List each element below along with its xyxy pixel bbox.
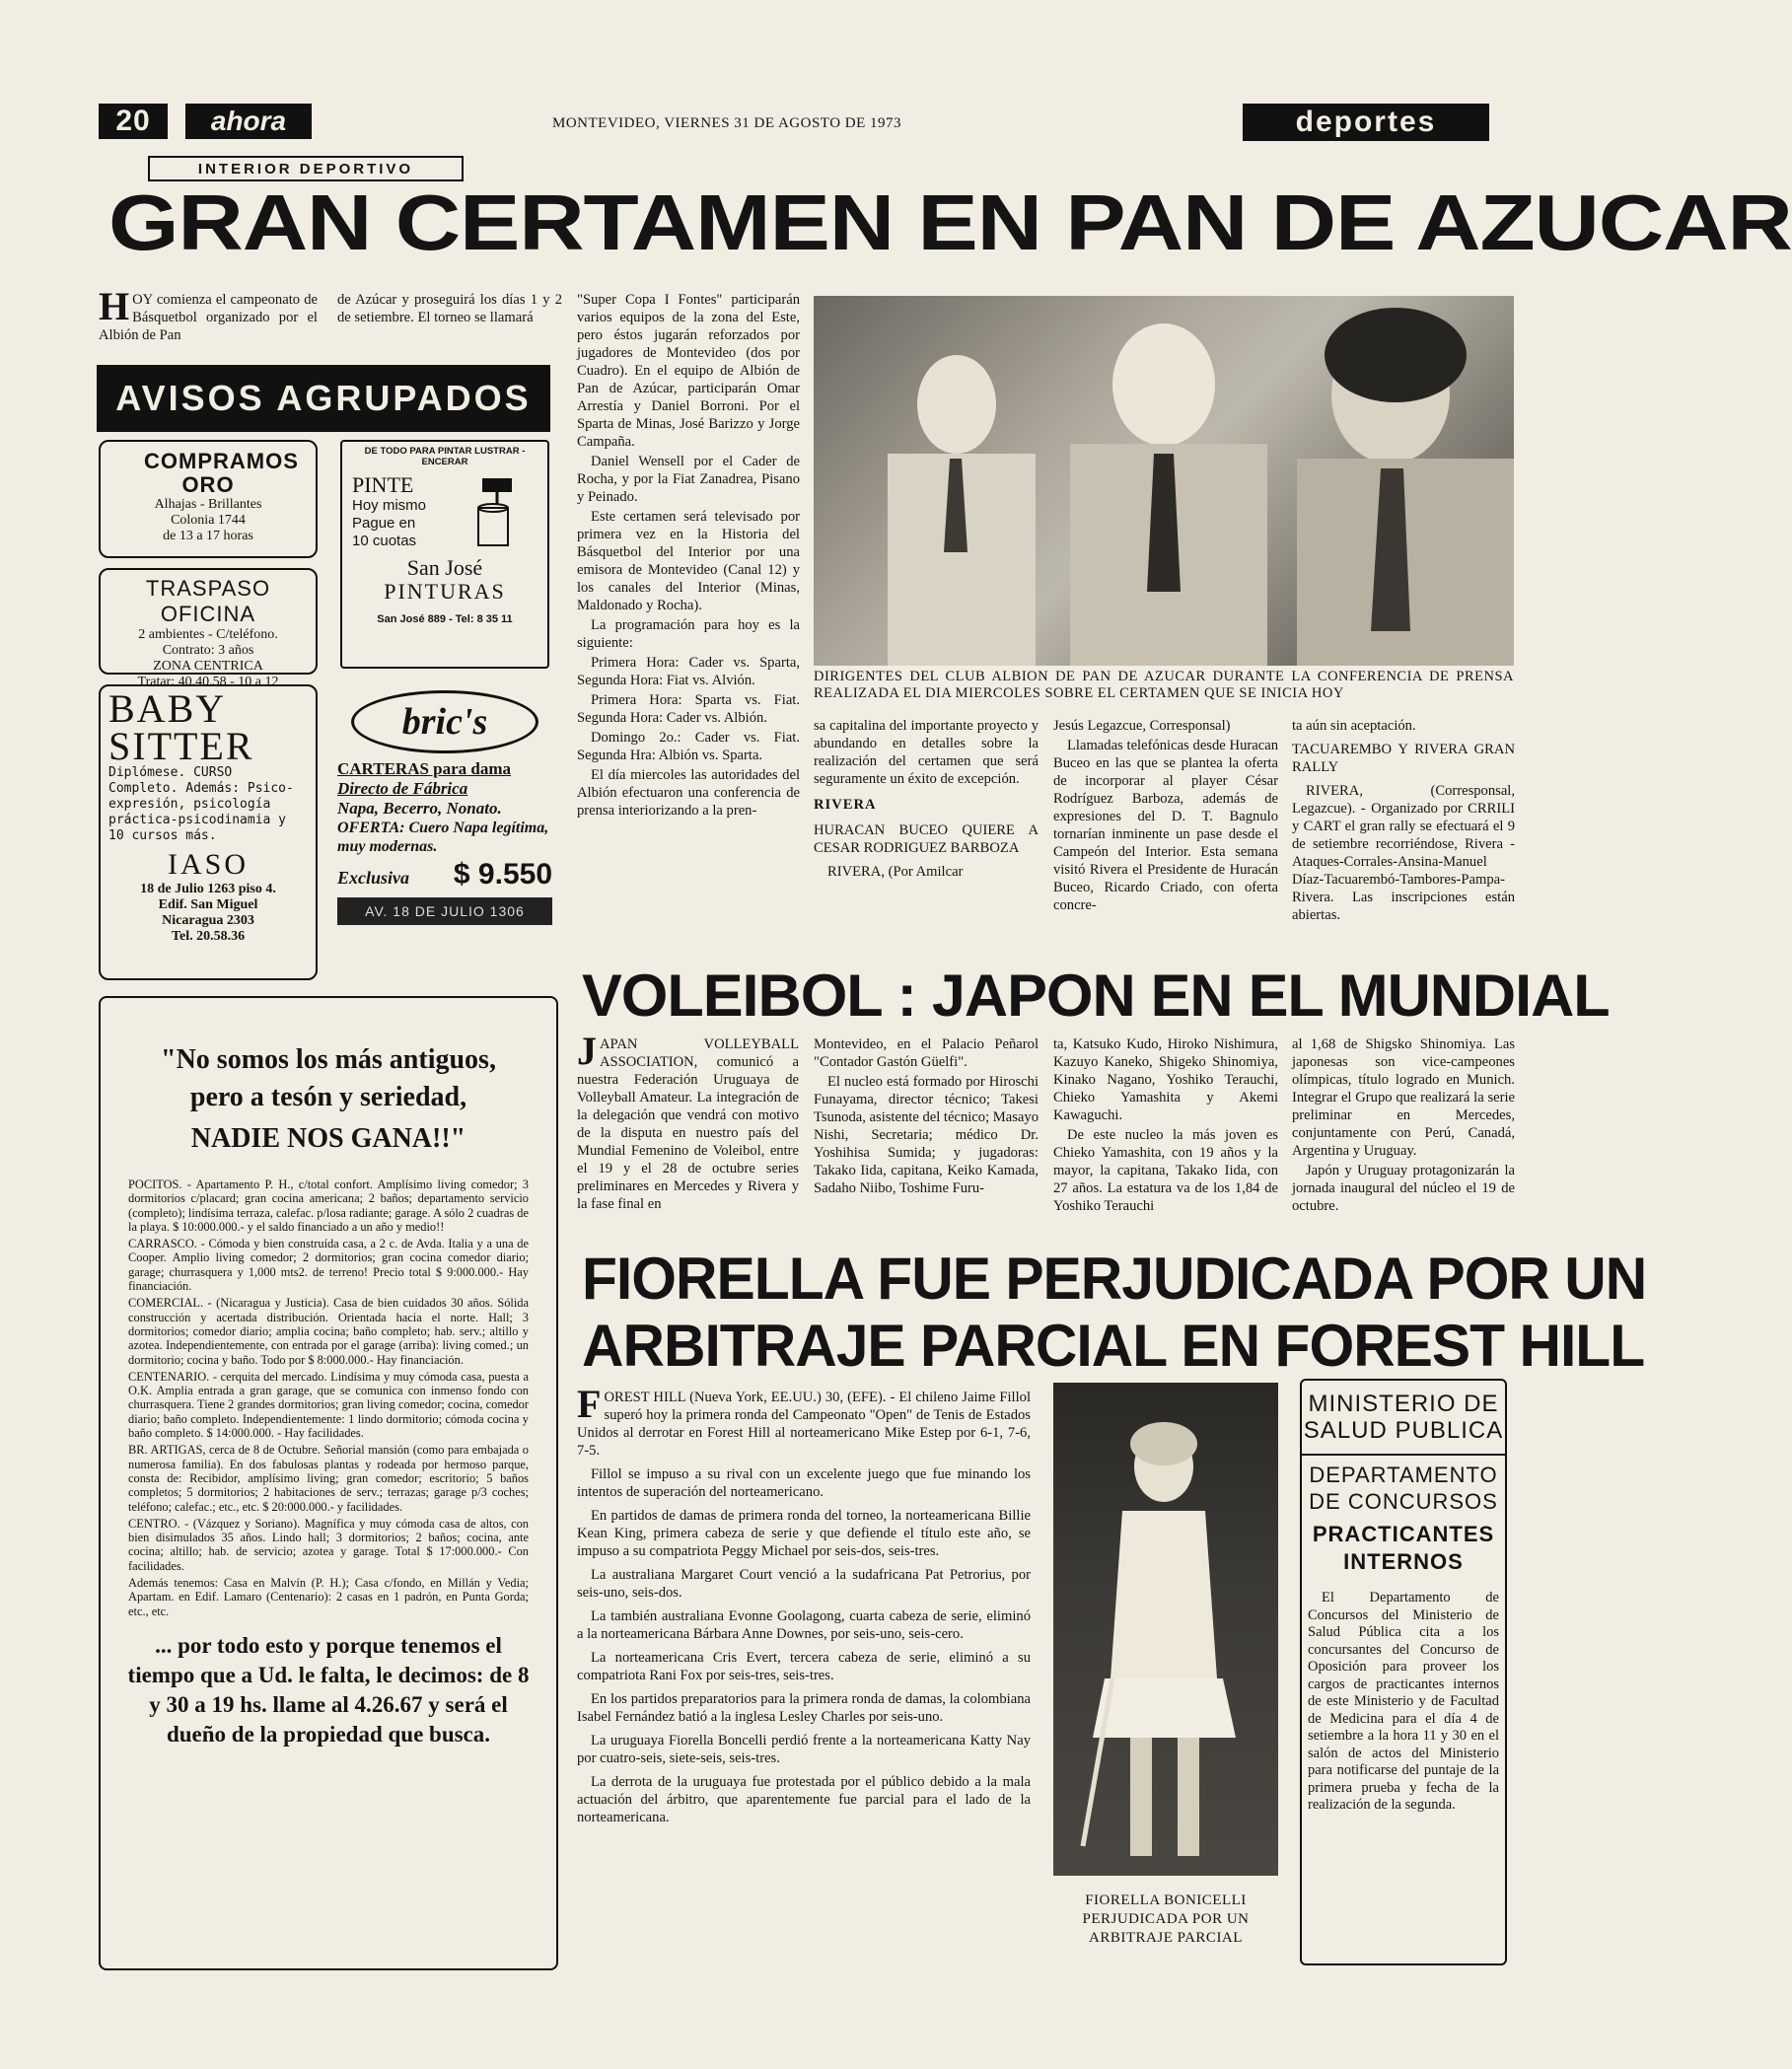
ministry-heading: PRACTICANTES	[1312, 1522, 1495, 1546]
rubric: INTERIOR DEPORTIVO	[148, 156, 464, 181]
ad-line: ZONA CENTRICA	[153, 659, 263, 674]
ad-pinturas-brand: San José	[406, 555, 483, 580]
ad-iaso: IASO	[167, 848, 249, 881]
story1-para: Domingo 2o.: Cader vs. Fiat. Segunda Hra: Albión vs. Sparta.	[577, 730, 800, 763]
drop-cap: H	[99, 284, 130, 328]
brics-logo: bric's	[351, 690, 538, 753]
listing: BR. ARTIGAS, cerca de 8 de Octubre. Señorial mansión (como para embajada o numerosa familia). En dos fabulosas plantas y rodeada por hermoso parque, consta de: Recibidor, amplísimo living; gran comedor; escritorio; 5 baños completos; 5 dormitorios; 2 habitaciones de serv.; terrazas; garage p/3 coches; teléfono; calefac.; etc., etc. $ 20:000.000.- y facilidades.	[128, 1443, 529, 1514]
avisos-title: AVISOS AGRUPADOS	[97, 365, 550, 432]
story1-para: La programación para hoy es la siguiente:	[577, 617, 800, 651]
rivera-subhead: HURACAN BUCEO QUIERE A CESAR RODRIGUEZ BARBOZA	[814, 822, 1039, 856]
listing: COMERCIAL. - (Nicaragua y Justicia). Casa de bien cuidados 30 años. Sólida construcción y acertada distribución. Orientada hacia el norte. Hall; 3 dormitorios; comedor diario; amplia cocina; baño completo; hab. serv.; altillo y azotea. Independientemente, con entrada por el garage (arriba): living comed.; un dormitorio; cocina y baño. Todo por $ 8:000.000.- Hay financiación.	[128, 1296, 529, 1367]
drop-cap: F	[577, 1382, 602, 1426]
photo-fiorella-figure	[1053, 1383, 1278, 1876]
story3-para: La norteamericana Cris Evert, tercera cabeza de serie, eliminó a su compatriota Rani Fox por seis-tres, seis-tres.	[577, 1650, 1031, 1683]
story1-para: El día miercoles las autoridades del Albión efectuaron una conferencia de prensa interiorizando a la pren-	[577, 767, 800, 819]
story2-col3	[1053, 1035, 1278, 1217]
story1-para: Primera Hora: Sparta vs. Fiat. Segunda Hora: Cader vs. Albión.	[577, 692, 800, 726]
ad-traspaso-oficina	[99, 568, 318, 689]
ad-compramos-title: COMPRAMOS ORO	[144, 449, 299, 497]
ad-line: Nicaragua 2303	[162, 913, 254, 928]
story3-para: La australiana Margaret Court venció a la sudafricana Pat Petrorius, por seis-uno, seis-dos.	[577, 1567, 1031, 1601]
real-estate-ad	[99, 996, 558, 1970]
listing: CENTRO. - (Vázquez y Soriano). Magnífica y muy cómoda casa de altos, con bien disimulados 35 años. Lindo hall; 3 dormitorios; 2 baños; cocina, ante cocina; altillo; hab. de servicio; azotea y garage. Total $ 17:000.000.- Con facilidades.	[128, 1516, 529, 1573]
ad-line: Colonia 1744	[171, 513, 246, 528]
story3-para: En los partidos preparatorios para la primera ronda de damas, la colombiana Isabel Fernández batió a la inglesa Lesley Charles por seis-uno.	[577, 1691, 1031, 1725]
headline-fiorella-line1: FIORELLA FUE PERJUDICADA POR UN	[582, 1246, 1647, 1312]
ad-line: Contrato: 3 años	[162, 643, 254, 658]
rivera-para: Llamadas telefónicas desde Huracan Buceo en las que se plantea la oferta de incorporar al player César Rodríguez Barboza, además de expresiones del D. T. Bagnulo tornarían inminente un pase desde el Campeón del Interior. Esta semana visitó Rivera el Presidente de Huracán Buceo, Ricardo Criado, con oferta concre-	[1053, 738, 1278, 913]
ad-pinturas-footer: San José 889 - Tel: 8 35 11	[377, 613, 513, 625]
ad-line: CARTERAS para dama	[337, 759, 512, 778]
story1-lead	[99, 284, 318, 344]
ad-traspaso-title: TRASPASO OFICINA	[145, 576, 271, 626]
headline-voleibol: VOLEIBOL : JAPON EN EL MUNDIAL	[582, 963, 1610, 1029]
ad-pinte: PINTE	[352, 472, 414, 497]
rally-para: ta aún sin aceptación.	[1292, 718, 1416, 734]
ad-brics-carteras	[337, 690, 552, 981]
ministry-heading: INTERNOS	[1343, 1549, 1464, 1574]
listing: CENTENARIO. - cerquita del mercado. Lindísima y muy cómoda casa, puesta a O.K. Amplia entrada a gran garage, que se comunica con inmenso fondo con churrasquera. Tiene 2 grandes dormitorios; gran living comedor; cocina, comedor diario; baño completo. Independientemente: 1 lindo dormitorio; cómoda cocina y baño completo. $ 14:000.000. - Hay facilidades.	[128, 1369, 529, 1441]
story3-para: La también australiana Evonne Goolagong, cuarta cabeza de serie, eliminó a la norteamericana Bárbara Anne Downes, por seis-uno, seis-cero.	[577, 1608, 1031, 1642]
listing: POCITOS. - Apartamento P. H., c/total confort. Amplísimo living comedor; 3 dormitorios c/placard; gran cocina americana; 2 baños; departamento servicio (completo); lindísima terraza, calefac. p/losa radiante; garage. A sólo 2 cuadras de la playa. $ 10:000.000.- y el saldo financiado a un año y medio!!	[128, 1177, 529, 1234]
section-tag: deportes	[1243, 104, 1489, 141]
ad-line: OFERTA: Cuero Napa legítima, muy modernas.	[337, 820, 549, 855]
story1-para: Este certamen será televisado por primera vez en la Historia del Básquetbol del Interior por una emisora de Montevideo (Canal 12) y los canales del Interior (Minas, Maldonado y Rocha).	[577, 509, 800, 613]
story2-para: Japón y Uruguay protagonizarán la jornada inaugural del núcleo el 19 de octubre.	[1292, 1163, 1515, 1214]
headline-fiorella-line2: ARBITRAJE PARCIAL EN FOREST HILL	[582, 1313, 1645, 1379]
ad-price: $ 9.550	[453, 858, 552, 891]
ad-line: Tratar: 40.40.58 - 10 a 12	[137, 675, 279, 689]
ad-line: Tel. 20.58.36	[171, 929, 246, 944]
page-number: 20	[99, 104, 168, 139]
photo-fiorella	[1053, 1383, 1278, 1876]
story1-col3	[577, 291, 800, 821]
story3-para: Fillol se impuso a su rival con un excelente juego que fue minando los intentos de superación del norteamericano.	[577, 1466, 1031, 1500]
story2-col1	[577, 1029, 799, 1213]
ad-exclusiva: Exclusiva	[337, 868, 410, 888]
ministry-title: SALUD PUBLICA	[1303, 1417, 1504, 1444]
ad-line: Pague en	[352, 515, 416, 532]
story1-col2-text: de Azúcar y proseguirá los días 1 y 2 de setiembre. El torneo se llamará	[337, 292, 562, 325]
story1-para: Primera Hora: Cader vs. Sparta, Segunda Hora: Fiat vs. Alvión.	[577, 655, 800, 688]
story1-col2	[337, 291, 562, 326]
listing: CARRASCO. - Cómoda y bien construída casa, a 2 c. de Avda. Italia y a una de Cooper. Amplio living comedor; 2 dormitorios; gran cocina comedor diario; garage; churrasquera y 1,000 mts2. de terreno! Precio total $ 9:000.000.- Hay financiación.	[128, 1237, 529, 1294]
story1-para: "Super Copa I Fontes" participarán varios equipos de la zona del Este, pero éstos jugarán reforzados por jugadores de Montevideo (dos por Cuadro). En el equipo de Albión de Pan de Azúcar, participarán Omar Arrestía y Daniel Borroni. Por el Sparta de Minas, José Barizzo y Jorge Campaña.	[577, 292, 800, 450]
photo-dirigentes-figures	[814, 296, 1514, 666]
continuation-text: sa capitalina del importante proyecto y abundando en detalles sobre la realización del certamen que será seguramente un éxito de excepción.	[814, 718, 1039, 787]
story3-para: OREST HILL (Nueva York, EE.UU.) 30, (EFE). - El chileno Jaime Fillol superó hoy la primera ronda del Campeonato "Open" de Tenis de Estados Unidos al derrotar en Forest Hill al norteamericano Mike Estep por 6-1, 7-6, 7-5.	[577, 1390, 1031, 1459]
ministry-body: El Departamento de Concursos del Ministerio de Salud Pública cita a los concursantes del Concurso de Oposición para proveer los cargos de practicantes internos de este Ministerio y de Facultad de Medicina para el día 4 de setiembre a la hora 11 y 30 en el salón de actos del Ministerio para notificarse del puntaje de la primera prueba y fecha de la realización de la segunda.	[1308, 1590, 1499, 1813]
ministry-department: DEPARTAMENTO	[1309, 1463, 1498, 1487]
ad-line: Edif. San Miguel	[158, 897, 258, 912]
ad-baby-title: SITTER	[108, 724, 254, 768]
ministry-title: MINISTERIO DE	[1308, 1391, 1499, 1417]
ad-pinturas-brand: PINTURAS	[384, 579, 506, 604]
ad-san-jose-pinturas	[340, 440, 549, 669]
dateline: MONTEVIDEO, VIERNES 31 DE AGOSTO DE 1973	[552, 115, 902, 131]
rivera-label: RIVERA	[814, 797, 877, 813]
story2-col2	[814, 1035, 1039, 1199]
story1-rivera-col	[1053, 717, 1278, 916]
story3-body	[577, 1382, 1031, 1828]
ad-compramos-oro	[99, 440, 318, 558]
ad-baby-sitter	[99, 684, 318, 980]
paint-can-icon	[461, 473, 530, 552]
ad-line: Alhajas - Brillantes	[154, 497, 262, 512]
ad-brics-address: AV. 18 DE JULIO 1306	[337, 897, 552, 925]
ad-quote: pero a tesón y seriedad,	[189, 1082, 467, 1112]
ad-line: de 13 a 17 horas	[163, 529, 253, 543]
story3-para: En partidos de damas de primera ronda del torneo, la norteamericana Billie Kean King, primera cabeza de serie y que defiende el título este año, se impuso a su compatriota Peggy Michael por seis-dos, seis-tres.	[577, 1508, 1031, 1559]
masthead	[99, 104, 1491, 143]
ad-line: Napa, Becerro, Nonato.	[337, 799, 502, 818]
ad-quote: NADIE NOS GANA!!"	[190, 1123, 466, 1154]
ad-line: Directo de Fábrica	[337, 779, 468, 798]
story1-continuation	[814, 717, 1039, 883]
ministry-department: DE CONCURSOS	[1309, 1489, 1498, 1514]
headline-pan-de-azucar: GRAN CERTAMEN EN PAN DE AZUCAR	[108, 178, 1792, 266]
story2-para: De este nucleo la más joven es Chieko Yamashita, con 19 años y la mayor, la capitana, Takako Iida, con 27 años. La estatura va de los 1,84 de Yoshiko Terauchi	[1053, 1127, 1278, 1214]
rally-subhead: TACUAREMBO Y RIVERA GRAN RALLY	[1292, 742, 1515, 775]
ad-line: 10 cuotas	[352, 533, 417, 549]
story2-col4	[1292, 1035, 1515, 1217]
rally-para: RIVERA, (Corresponsal, Legazcue). - Organizado por CRRILI y CART el gran rally se efectuará el 9 de setiembre recorriéndose, Rivera - Ataques-Corrales-Ansina-Manuel Díaz-Tacuarembó-Tambores-Pampa- Rivera. Las inscripciones están abiertas.	[1292, 783, 1515, 923]
story2-para: Montevideo, en el Palacio Peñarol "Contador Gastón Güelfi".	[814, 1036, 1039, 1070]
photo-fiorella-caption: FIORELLA BONICELLI PERJUDICADA POR UN ARBITRAJE PARCIAL	[1082, 1892, 1250, 1946]
listing: Además tenemos: Casa en Malvín (P. H.); Casa c/fondo, en Millán y Vedia; Apartam. en Edif. Lamaro (Centenario): 2 casas en 1 padrón, en Punta Gorda; etc., etc.	[128, 1576, 529, 1618]
ad-line: Hoy mismo	[352, 497, 427, 514]
photo-dirigentes-caption: DIRIGENTES DEL CLUB ALBION DE PAN DE AZUCAR DURANTE LA CONFERENCIA DE PRENSA REALIZADA EL DIA MIERCOLES SOBRE EL CERTAMEN QUE SE INICIA HOY	[814, 669, 1514, 701]
ad-line: 2 ambientes - C/teléfono.	[138, 627, 278, 642]
story2-para: El nucleo está formado por Hiroschi Funayama, director técnico; Takesi Tsunoda, asistente del técnico; Masayo Nishi, Secretaria; médico Dr. Yoshihisa Sumida; y jugadoras: Takako Iida, capitana, Keiko Kamada, Sadaho Niibo, Toshime Furu-	[814, 1074, 1039, 1196]
ad-closing: ... por todo esto y porque tenemos el tiempo que a Ud. le falta, le decimos: de 8 y 30 a 19 hs. llame al 4.26.67 y será el dueño de la propiedad que busca.	[127, 1632, 530, 1747]
ad-baby-title: BABY	[108, 686, 227, 731]
rivera-para: Jesús Legazcue, Corresponsal)	[1053, 718, 1231, 734]
story3-para: La uruguaya Fiorella Boncelli perdió frente a la norteamericana Katty Nay por cuatro-seis, siete-seis, seis-tres.	[577, 1733, 1031, 1766]
story2-para: ta, Katsuko Kudo, Hiroko Nishimura, Kazuyo Kaneko, Shigeko Shinomiya, Kinako Nagano, Yoshiko Terauchi, Chieko Yamashita y Akemi Kawaguchi.	[1053, 1036, 1278, 1123]
story1-rally-col	[1292, 717, 1515, 926]
story1-lead-text: OY comienza el campeonato de Básquetbol organizado por el Albión de Pan	[99, 292, 318, 343]
story3-para: La derrota de la uruguaya fue protestada por el público debido a la mala actuación del árbitro, que aparentemente fue parcial para el lado de la norteamericana.	[577, 1774, 1031, 1825]
ministerio-notice	[1300, 1379, 1507, 1965]
ad-baby-body: Diplómese. CURSO Completo. Además: Psico-expresión, psicología práctica-psicodinamia y 10 cursos más.	[108, 765, 294, 843]
story2-text: APAN VOLLEYBALL ASSOCIATION, comunicó a nuestra Federación Uruguaya de Volleyball Amateur. La integración de la delegación que vendrá con motivo de la disputa en nuestro país del Mundial Femenino de Voleibol, entre el 19 y el 28 de octubre series preliminares en Mercedes y Rivera y la fase final en	[577, 1036, 799, 1212]
ad-pinturas-top: DE TODO PARA PINTAR LUSTRAR - ENCERAR	[364, 446, 526, 467]
ad-quote: "No somos los más antiguos,	[161, 1044, 496, 1075]
drop-cap: J	[577, 1029, 597, 1073]
rivera-start: RIVERA, (Por Amilcar	[827, 864, 964, 880]
ad-line: 18 de Julio 1263 piso 4.	[140, 882, 276, 896]
story2-para: al 1,68 de Shigsko Shinomiya. Las japonesas son vice-campeones olímpicas, título logrado en Munich. Integrar el Grupo que realizará la serie preliminar en Mercedes, conjuntamente con Perú, Canadá, Argentina y Uruguay.	[1292, 1036, 1515, 1159]
story1-para: Daniel Wensell por el Cader de Rocha, y por la Fiat Zanadrea, Pisano y Peinado.	[577, 454, 800, 505]
photo-dirigentes	[814, 296, 1514, 666]
paper-name: ahora	[185, 104, 312, 139]
